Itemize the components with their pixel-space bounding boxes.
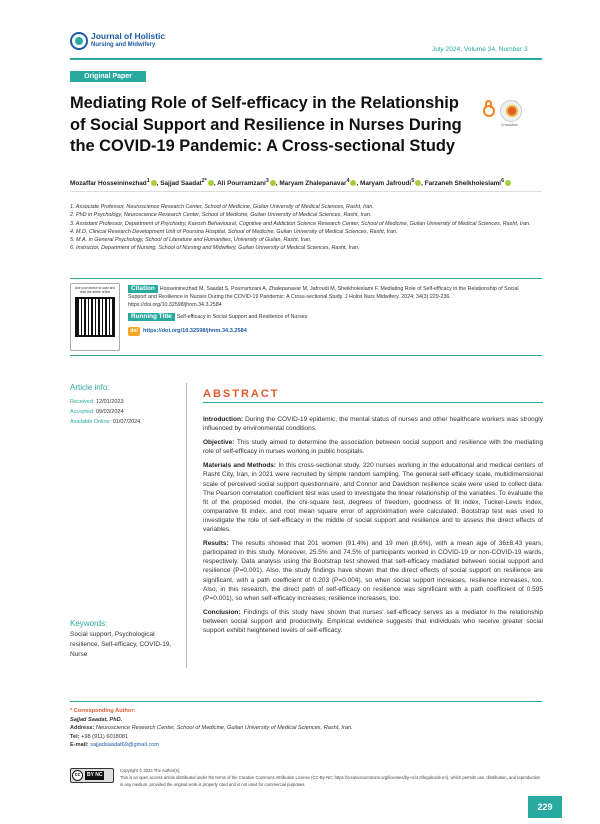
- crossmark-label: CrossMark: [501, 123, 518, 127]
- objective-text: This study aimed to determine the association between social support and resilience with the mediating role of self-efficacy in nurses working in public hospitals.: [203, 439, 543, 456]
- affiliations: [70, 203, 542, 253]
- copyright-line: Copyright © 2024 The Author(s);: [120, 768, 181, 773]
- cc-icon: cc: [72, 770, 83, 781]
- tel-label: Tel:: [70, 733, 80, 740]
- orcid-icon[interactable]: [208, 180, 214, 186]
- accepted-label: Accepted:: [70, 409, 95, 415]
- license-statement: This is an open access article distributed under the terms of the Creative Commons Attribution License (CC-By-NC: https://creativecommons.org/licenses/by-nc/4.0/legalcode.en), which permits use, distribution, and reproduction in any medium, provided the original work is properly cited and is not used for commercial purposes.: [120, 774, 541, 787]
- citation-text: Hosseininezhad M, Saadat S, Pourramzani A, Zhalepanavar M, Jafroudi M, Sheikholeslami F. Mediating Role of Self-efficacy in the Relationship of Social Support and Resilience in Nurses During the COVID-19 Pandemic: A Cross-sectional Study. J Holist Nurs Midwifery. 2024; 34(3):229-236. https://doi.org/10.32598/jhnm.34.3.2584: [128, 286, 519, 309]
- article-info: [70, 383, 182, 427]
- affiliation-item: 5. M.A. in General Psychology, School of Literature and Humanities, University of Guilan, Rasht, Iran.: [70, 237, 312, 244]
- online-date: 01/07/2024: [112, 419, 141, 425]
- tel-text: +98 (911) 6018081: [81, 733, 129, 740]
- crossmark-icon[interactable]: [500, 100, 522, 122]
- column-divider: [186, 383, 187, 668]
- affiliation-item: 2. PhD in Psychology, Neuroscience Research Center, School of Medicine, Guilan University of Medical Sciences, Rasht, Iran.: [70, 212, 372, 219]
- title-icons: [482, 100, 522, 122]
- abstract: [203, 388, 543, 640]
- abstract-heading: ABSTRACT: [203, 388, 280, 400]
- doi-link[interactable]: https://doi.org/10.32598/jhnm.34.3.2584: [143, 328, 247, 335]
- introduction-label: Introduction:: [203, 416, 244, 423]
- volume-line: July 2024, Volume 34, Number 3: [432, 46, 528, 53]
- page-number: 229: [528, 796, 562, 818]
- author-sup: 3: [265, 178, 269, 184]
- corresponding-author: [70, 701, 542, 750]
- conclusion-text: Findings of this study have shown that nurses' self-efficacy serves as a mediator in the relationship between social support and productivity. Empirical evidence suggests that individuals who receive greater social support exhibit heightened levels of self-efficacy.: [203, 608, 544, 634]
- keywords-text: Social support, Psychological resilience, Self-efficacy, COVID-19, Nurse: [70, 631, 172, 658]
- abstract-results: [203, 539, 543, 603]
- author-name[interactable]: Maryam Zhalepanavar: [279, 180, 347, 188]
- affiliation-item: 6. Instructor, Department of Nursing, School of Nursing and Midwifery, Guilan University of Medical Sciences, Rasht, Iran.: [70, 245, 360, 252]
- qr-code-icon[interactable]: [75, 297, 115, 337]
- open-access-icon: [482, 100, 496, 117]
- license-text: [120, 768, 542, 788]
- author-name[interactable]: Farzaneh Sheikholeslami: [424, 180, 502, 188]
- cc-license-badge[interactable]: [70, 768, 114, 783]
- conclusion-label: Conclusion:: [203, 608, 241, 616]
- abstract-conclusion: [203, 608, 543, 635]
- abstract-methods: [203, 461, 543, 534]
- article-title: Mediating Role of Self-efficacy in the Relationship of Social Support and Resilience in Nurses During the COVID-19 Pandemic: A Cross-sectional Study: [70, 94, 462, 155]
- author-rule: [70, 191, 542, 192]
- orcid-icon[interactable]: [415, 180, 421, 186]
- running-title-tag: Running Title: [128, 313, 175, 321]
- methods-label: Materials and Methods:: [203, 462, 277, 470]
- author-name[interactable]: Mozaffar Hosseininezhad: [70, 180, 147, 188]
- methods-text: In this cross-sectional study, 220 nurses working in the educational and medical centers of Rasht City, Iran, in 2021 were recruited by simple random sampling. The general self-efficacy scale, multidimensional scale of perceived social support questionnaire, and Connor and Davidson resilience scale were used to collect data. The Pearson correlation coefficient test was used to investigate the linear relationship of the variables. To evaluate the fit of the proposed model, the chi-square test, degrees of freedom, goodness of fit index, Tucker-Lewis index, comparative fit index, and root mean square error of approximation were calculated. Bootstrap test was used to investigate the role of self-efficacy in the middle of social support and resilience and to assess the direct effects of variables.: [203, 462, 544, 534]
- running-title-text: Self-efficacy in Social Support and Resilience of Nurses: [176, 313, 308, 320]
- address-label: Address:: [70, 725, 95, 731]
- email-link[interactable]: sajjadsaadat69@gmail.com: [90, 742, 160, 748]
- author-sup: 5: [411, 178, 415, 184]
- journal-logo[interactable]: [70, 32, 165, 50]
- doi-icon: doi: [128, 327, 140, 336]
- author-name[interactable]: Sajjad Saadat: [160, 180, 202, 188]
- qr-panel: [70, 283, 120, 351]
- citation-tag: Citation: [128, 285, 158, 293]
- orcid-icon[interactable]: [350, 180, 356, 186]
- author-name[interactable]: Maryam Jafroudi: [360, 180, 412, 188]
- received-label: Received:: [70, 399, 95, 405]
- author-name[interactable]: Ali Pourramzani: [217, 180, 266, 188]
- author-sup: 1: [146, 178, 150, 184]
- orcid-icon[interactable]: [270, 180, 276, 186]
- affiliation-item: 3. Assistant Professor, Department of Psychiatry, Kavosh Behavioural, Cognitive and Addiction Science Research Center, School of Medicine, Guilan University of Medical Sciences, Rasht, Iran.: [70, 220, 531, 227]
- header-rule: [70, 58, 542, 60]
- article-type-tag: Original Paper: [70, 71, 146, 82]
- affiliation-item: 4. M.D, Clinical Research Development Unit of Poursina Hospital, School of Medicine, Guilan University of Medical Sciences, Rasht, Iran.: [70, 228, 398, 235]
- online-label: Available Online:: [70, 419, 112, 425]
- author-list: Mozaffar Hosseininezhad$^1$ , Sajjad Saadat$^{2*}$ , Ali Pourramzani$^3$ , Maryam Zhalepanavar$^4$ , Maryam Jafroudi$^5$ , Farzaneh Sheikholeslami$^6$: [70, 178, 550, 187]
- received-row: [70, 397, 182, 407]
- affiliation-item: 1. Associate Professor, Neuroscience Research Center, School of Medicine, Guilan University of Medical Sciences, Rasht, Iran.: [70, 204, 374, 210]
- qr-label: Use your device to scan and read the article online: [74, 286, 116, 294]
- abstract-rule: [203, 402, 543, 403]
- author-sup: 4: [346, 178, 350, 184]
- corresponding-heading: * Corresponding Author:: [70, 708, 136, 714]
- journal-logo-icon: [70, 32, 88, 50]
- citation-text-block: [128, 285, 538, 336]
- abstract-objective: [203, 438, 543, 456]
- results-text: The results showed that 201 women (91.4%) and 19 men (8.6%), with a mean age of 36±8.43 years, participated in this study. Moreover, 25.5% and 74.5% of participants worked in COVID-19 or non-COVID-19 wards, respectively. Data analysis using the Bootstrap test showed that self-efficacy mediated between social support and resilience (P=0.001). Also, the study findings have shown that the direct effects of social support on resilience are significant, with a path coefficient of 0.203 (P=0.004), so when social support increases, resilience increases, too. Also, in this research, the direct path of self-efficacy on resilience was significant with a path coefficient of 0.595 (P=0.001), so when self-efficacy increases, resilience increases, too.: [203, 540, 543, 602]
- corresponding-name: Sajjad Saadat, PhD.: [70, 716, 123, 723]
- keywords-heading: Keywords:: [70, 619, 108, 628]
- page-header: [0, 0, 600, 70]
- accepted-row: [70, 407, 182, 417]
- introduction-text: During the COVID-19 epidemic, the mental status of nurses and other healthcare workers was strongly influenced by environmental conditions.: [203, 416, 544, 433]
- citation-box: [70, 278, 542, 356]
- author-sup: 2*: [201, 178, 207, 184]
- journal-name-line2: Nursing and Midwifery: [91, 42, 156, 48]
- online-row: [70, 417, 182, 427]
- cc-badge-text: BY NC: [87, 772, 103, 778]
- orcid-icon[interactable]: [505, 180, 511, 186]
- received-date: 12/01/2023: [96, 399, 124, 405]
- author-sup: 6: [501, 178, 505, 184]
- article-info-heading: Article info:: [70, 383, 110, 392]
- orcid-icon[interactable]: [151, 180, 157, 186]
- results-label: Results:: [203, 540, 229, 548]
- accepted-date: 09/03/2024: [96, 409, 124, 415]
- abstract-introduction: [203, 415, 543, 433]
- address-text: Neuroscience Research Center, School of Medicine, Guilan University of Medical Sciences, Rasht, Iran.: [95, 725, 353, 731]
- doi-line: [128, 327, 538, 336]
- objective-label: Objective:: [203, 439, 235, 447]
- journal-name-line1: Journal of Holistic: [91, 31, 166, 41]
- email-label: E-mail:: [70, 742, 89, 748]
